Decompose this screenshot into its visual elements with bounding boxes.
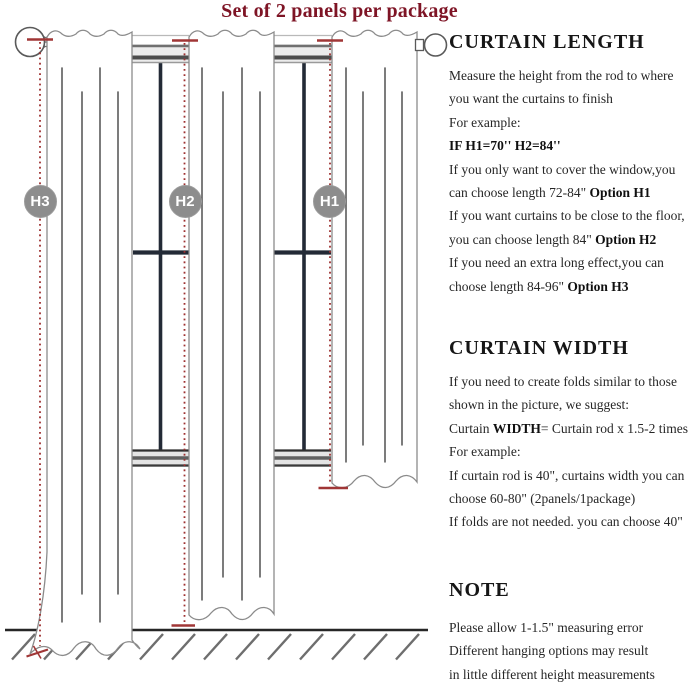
text-line: you can choose length 84" Option H2: [449, 231, 657, 247]
text-line: If you need to create folds similar to those: [449, 374, 677, 389]
text-line: If curtain rod is 40", curtains width you can: [449, 467, 685, 483]
section-curtain-width: [449, 334, 688, 534]
text-line: IF H1=70'' H2=84'': [449, 138, 561, 154]
curtain-panel-h2: [189, 30, 274, 619]
text-line: If you want curtains to be close to the floor,: [449, 208, 685, 224]
text-line: Please allow 1-1.5" measuring error: [449, 620, 644, 635]
label-h2: H2: [169, 185, 202, 218]
text-line: If you need an extra long effect,you can: [449, 255, 664, 271]
curtain-length-heading: CURTAIN LENGTH: [449, 31, 645, 53]
label-h1: H1: [313, 185, 346, 218]
section-note: [449, 576, 655, 686]
curtain-panel-h1: [332, 30, 417, 487]
text-line: in little different height measurements: [449, 666, 655, 682]
note-heading: NOTE: [449, 579, 510, 601]
text-line: Curtain WIDTH= Curtain rod x 1.5-2 times: [449, 420, 688, 436]
text-line: For example:: [449, 444, 521, 460]
section-curtain-length: [449, 28, 685, 298]
text-line: choose 60-80" (2panels/1package): [449, 491, 636, 507]
text-line: Different hanging options may result: [449, 643, 649, 659]
text-line: If folds are not needed. you can choose 40": [449, 514, 683, 530]
rod-finial-right: [416, 34, 447, 56]
text-line: can choose length 72-84" Option H1: [449, 185, 651, 201]
text-line: choose length 84-96" Option H3: [449, 278, 629, 294]
text-line: If you only want to cover the window,you: [449, 161, 676, 177]
text-line: For example:: [449, 114, 521, 130]
page-title: Set of 2 panels per package: [221, 0, 458, 22]
curtain-panel-h3: [30, 30, 140, 655]
curtain-width-heading: CURTAIN WIDTH: [449, 337, 629, 359]
text-line: Measure the height from the rod to where: [449, 68, 674, 83]
label-h3: H3: [24, 185, 57, 218]
text-line: shown in the picture, we suggest:: [449, 397, 629, 413]
text-line: you want the curtains to finish: [449, 91, 613, 107]
